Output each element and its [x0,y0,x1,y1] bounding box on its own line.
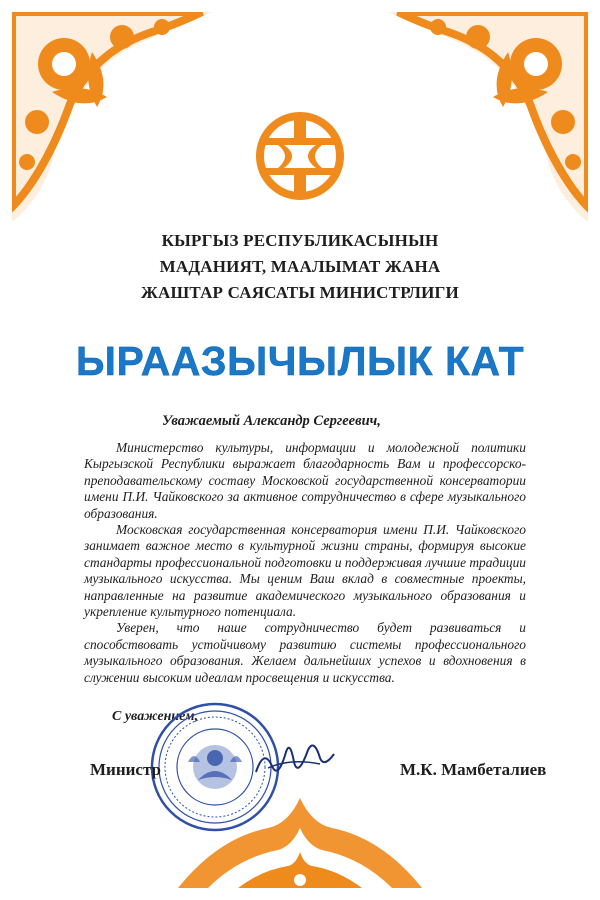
ministry-line-1: КЫРГЫЗ РЕСПУБЛИКАСЫНЫН [161,231,439,250]
paragraph: Уверен, что наше сотрудничество будет развиваться и способствовать устойчивому развитию системы профессионального музыкального образования. Желаем дальнейших успехов и вдохновения в служении высоким идеалам просвещения и искусства. [84,620,526,685]
paragraph: Министерство культуры, информации и молодежной политики Кыргызской Республики выражает благодарность Вам и профессорско-преподавательскому составу Московской государственной консерватории имени П.И. Чайковского за активное сотрудничество в сфере музыкального образования. [84,440,526,521]
signer-name: М.К. Мамбеталиев [400,760,547,779]
corner-ornament-top-left [12,12,212,222]
corner-ornament-top-right [388,12,588,222]
ministry-line-3: ЖАШТАР САЯСАТЫ МИНИСТРЛИГИ [141,283,459,302]
paragraph: Московская государственная консерватория имени П.И. Чайковского занимает важное место в культурной жизни страны, формируя высокие стандарты профессиональной подготовки и поддерживая лучшие традиции музыкального искусства. Мы ценим Ваш вклад в совместные проекты, направленные на развитие академического музыкального образования и укрепление культурного потенциала. [84,522,526,620]
greeting: Уважаемый Александр Сергеевич, [162,413,381,429]
handwritten-signature [250,728,340,788]
closing-text: С уважением, [112,709,199,724]
document-title: ЫРААЗЫЧЫЛЫК КАТ [75,338,525,384]
ministry-name [0,228,600,306]
ministry-emblem-icon [246,110,354,202]
bottom-ornament [178,788,422,888]
signer-role: Министр [90,760,161,779]
ministry-line-2: МАДАНИЯТ, МААЛЫМАТ ЖАНА [159,257,441,276]
letter-body [84,440,526,686]
